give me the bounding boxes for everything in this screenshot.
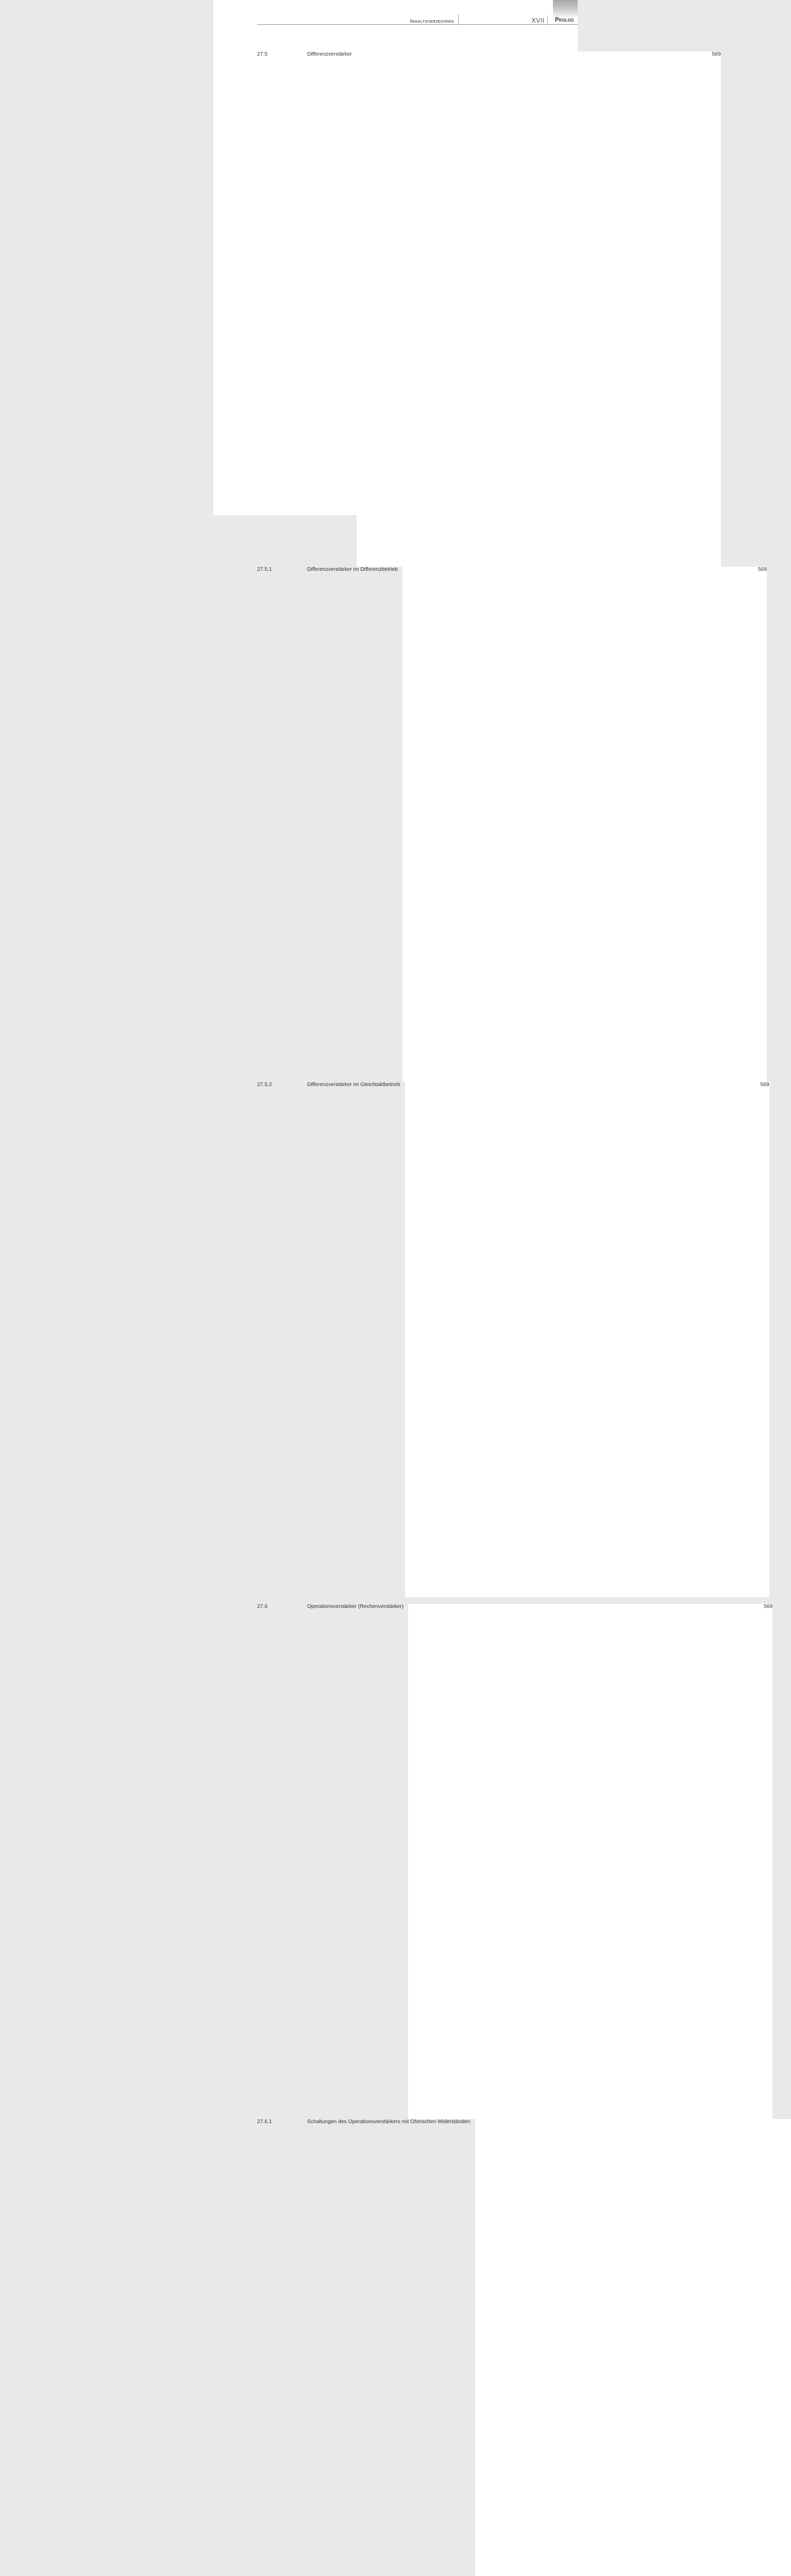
header-divider-2 xyxy=(547,15,548,24)
toc-entry-number: 27.5 xyxy=(257,52,307,58)
toc-entry-page: 569 xyxy=(357,52,721,567)
toc-entry-title: Differenzverstärker xyxy=(307,52,352,58)
toc-group xyxy=(257,52,551,1597)
toc-entry-page: 569 xyxy=(405,1082,769,1597)
toc-body xyxy=(257,52,551,2576)
toc-entry-title: Differenzverstärker im Gleichtaktbetrieb xyxy=(307,1082,400,1089)
toc-entry-number: 27.5.2 xyxy=(257,1082,307,1089)
toc-entry-number: 27.6.1 xyxy=(257,2119,307,2126)
page-number: XVII xyxy=(531,17,545,24)
toc-entry-page: 569 xyxy=(402,567,767,1082)
toc-entry-number: 27.6 xyxy=(257,1604,307,1611)
toc-row xyxy=(257,1604,551,2119)
toc-row xyxy=(257,567,551,1082)
section-thumb-tab xyxy=(553,0,578,19)
toc-row xyxy=(257,52,551,567)
section-tab-label: Prolog xyxy=(555,17,574,23)
toc-entry-number: 27.5.1 xyxy=(257,567,307,573)
header-divider xyxy=(458,14,459,24)
toc-group xyxy=(257,1604,551,2576)
toc-row xyxy=(257,2119,551,2576)
toc-entry-title: Schaltungen des Operationsverstärkers mit Ohmschen Widerständen xyxy=(307,2119,470,2126)
toc-row xyxy=(257,1082,551,1597)
toc-entry-title: Operationsverstärker (Rechenverstärker) xyxy=(307,1604,403,1611)
toc-entry-page: 569 xyxy=(408,1604,772,2119)
toc-entry-title: Differenzverstärker im Differenzbetrieb xyxy=(307,567,398,573)
header-rule xyxy=(257,24,578,25)
header-title: Inhaltsverzeichnis xyxy=(410,18,454,24)
toc-page xyxy=(213,0,578,515)
toc-entry-page xyxy=(475,2119,791,2576)
